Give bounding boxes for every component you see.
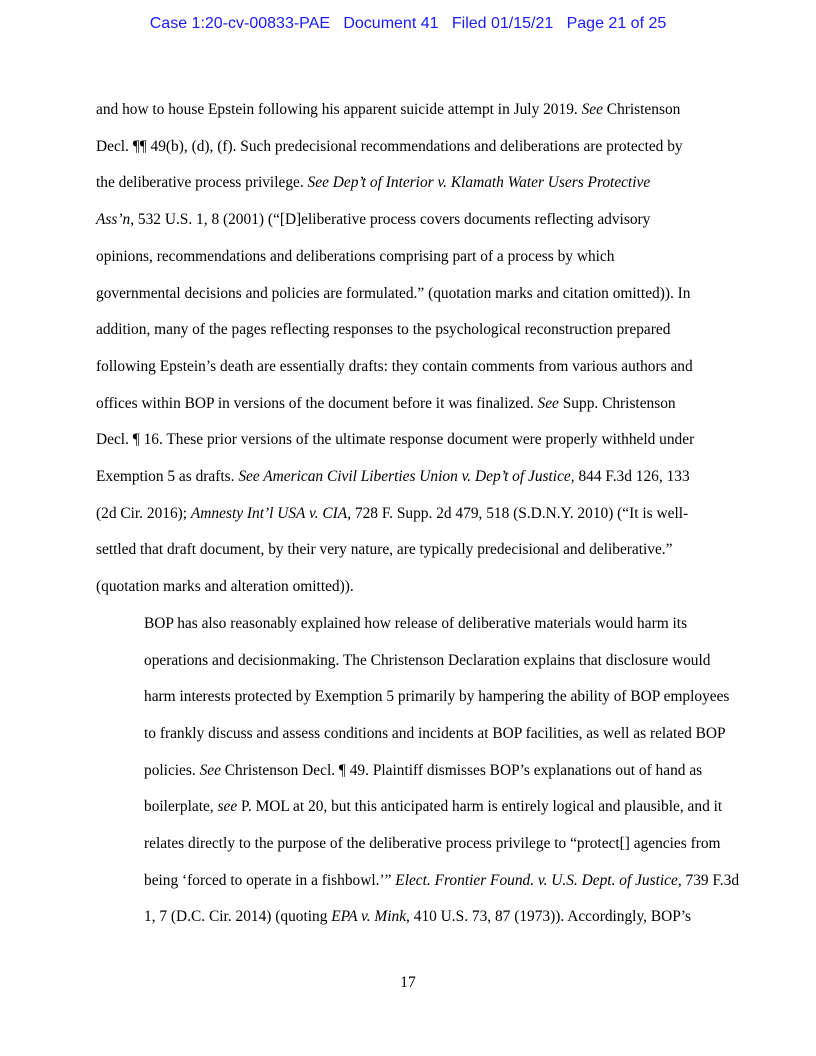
text-line — [96, 863, 740, 900]
text-run: relates directly to the purpose of the deliberative process privilege to “protect[] agencies from — [144, 835, 721, 853]
text-run: policies. — [144, 761, 200, 779]
page-number: 17 — [400, 974, 416, 991]
ecf-document-number: Document 41 — [343, 15, 439, 32]
italic-citation: See — [537, 394, 559, 412]
text-line — [96, 276, 720, 313]
text-run: 1, 7 (D.C. Cir. 2014) (quoting — [144, 908, 332, 926]
italic-citation: EPA v. Mink — [331, 908, 407, 926]
text-line — [96, 202, 720, 239]
text-line — [96, 789, 723, 826]
text-run: Decl. ¶¶ 49(b), (d), (f). Such predecisional recommendations and deliberations are protected by — [96, 137, 683, 155]
document-body — [96, 92, 740, 936]
text-run: Exemption 5 as drafts. — [96, 468, 239, 486]
text-line — [96, 569, 720, 606]
text-line — [96, 753, 720, 790]
paragraph-1 — [96, 92, 720, 606]
text-line — [96, 716, 726, 753]
text-run: being ‘forced to operate in a fishbowl.’” — [144, 871, 396, 889]
text-run: opinions, recommendations and deliberations comprising part of a process by which — [96, 247, 615, 265]
text-run: offices within BOP in versions of the document before it was finalized. — [96, 394, 538, 412]
italic-citation: See — [581, 101, 603, 118]
text-run: and how to house Epstein following his apparent suicide attempt in July 2019. — [96, 101, 582, 118]
text-run: , 844 F.3d 126, 133 — [570, 468, 690, 486]
italic-citation: see — [217, 798, 238, 816]
text-run: operations and decisionmaking. The Christenson Declaration explains that disclosure would — [144, 651, 711, 669]
text-run: Decl. ¶ 16. These prior versions of the ultimate response document were properly withheld under — [96, 431, 695, 449]
text-run: , 532 U.S. 1, 8 (2001) (“[D]eliberative process covers documents reflecting advisory — [130, 211, 651, 229]
ecf-page-count: Page 21 of 25 — [566, 15, 667, 32]
ecf-case-number: Case 1:20-cv-00833-PAE — [149, 15, 330, 32]
text-line — [96, 606, 720, 643]
text-line — [96, 349, 720, 386]
text-run: governmental decisions and policies are formulated.” (quotation marks and citation omitted)). In — [96, 284, 691, 302]
text-run: (2d Cir. 2016); — [96, 504, 191, 522]
text-line — [96, 643, 720, 680]
text-run: to frankly discuss and assess conditions and incidents at BOP facilities, as well as related BOP — [144, 724, 726, 742]
text-run: P. MOL at 20, but this anticipated harm is entirely logical and plausible, and it — [237, 798, 723, 816]
text-line — [96, 532, 720, 569]
italic-citation: Ass’n — [96, 211, 131, 229]
text-line — [96, 165, 720, 202]
text-run: BOP has also reasonably explained how release of deliberative materials would harm its — [144, 614, 688, 632]
text-line — [96, 92, 720, 129]
text-run: following Epstein’s death are essentially drafts: they contain comments from various authors and — [96, 357, 693, 375]
text-run: (quotation marks and alteration omitted)). — [96, 578, 354, 596]
italic-citation: See — [199, 761, 221, 779]
italic-citation: See American Civil Liberties Union v. Dep’t of Justice — [238, 468, 571, 486]
text-run: the deliberative process privilege. — [96, 174, 308, 192]
paragraph-2 — [96, 606, 740, 936]
text-run: Supp. Christenson — [558, 394, 676, 412]
ecf-filed-date: Filed 01/15/21 — [451, 15, 554, 32]
text-run: , 728 F. Supp. 2d 479, 518 (S.D.N.Y. 2010) (“It is well- — [347, 504, 689, 522]
text-line — [96, 239, 720, 276]
italic-citation: Elect. Frontier Found. v. U.S. Dept. of Justice — [395, 871, 678, 889]
italic-citation: See Dep’t of Interior v. Klamath Water Users Protective — [307, 174, 651, 192]
text-run: , 410 U.S. 73, 87 (1973)). Accordingly, BOP’s — [406, 908, 692, 926]
text-run: settled that draft document, by their very nature, are typically predecisional and deliberative.” — [96, 541, 673, 559]
text-line — [96, 459, 720, 496]
text-line — [96, 496, 720, 533]
text-line — [96, 386, 720, 423]
text-run: , 739 F.3d — [677, 871, 740, 889]
text-run: Christenson — [602, 101, 681, 118]
text-run: harm interests protected by Exemption 5 primarily by hampering the ability of BOP employees — [144, 688, 730, 706]
text-run: boilerplate, — [144, 798, 218, 816]
text-line — [96, 312, 720, 349]
text-run: Christenson Decl. ¶ 49. Plaintiff dismisses BOP’s explanations out of hand as — [220, 761, 703, 779]
text-line — [96, 679, 730, 716]
text-line — [96, 129, 720, 166]
text-line — [96, 899, 720, 936]
italic-citation: Amnesty Int’l USA v. CIA — [190, 504, 348, 522]
text-line — [96, 422, 720, 459]
text-line — [96, 826, 720, 863]
text-run: addition, many of the pages reflecting responses to the psychological reconstruction prepared — [96, 321, 671, 339]
ecf-header — [0, 15, 816, 33]
